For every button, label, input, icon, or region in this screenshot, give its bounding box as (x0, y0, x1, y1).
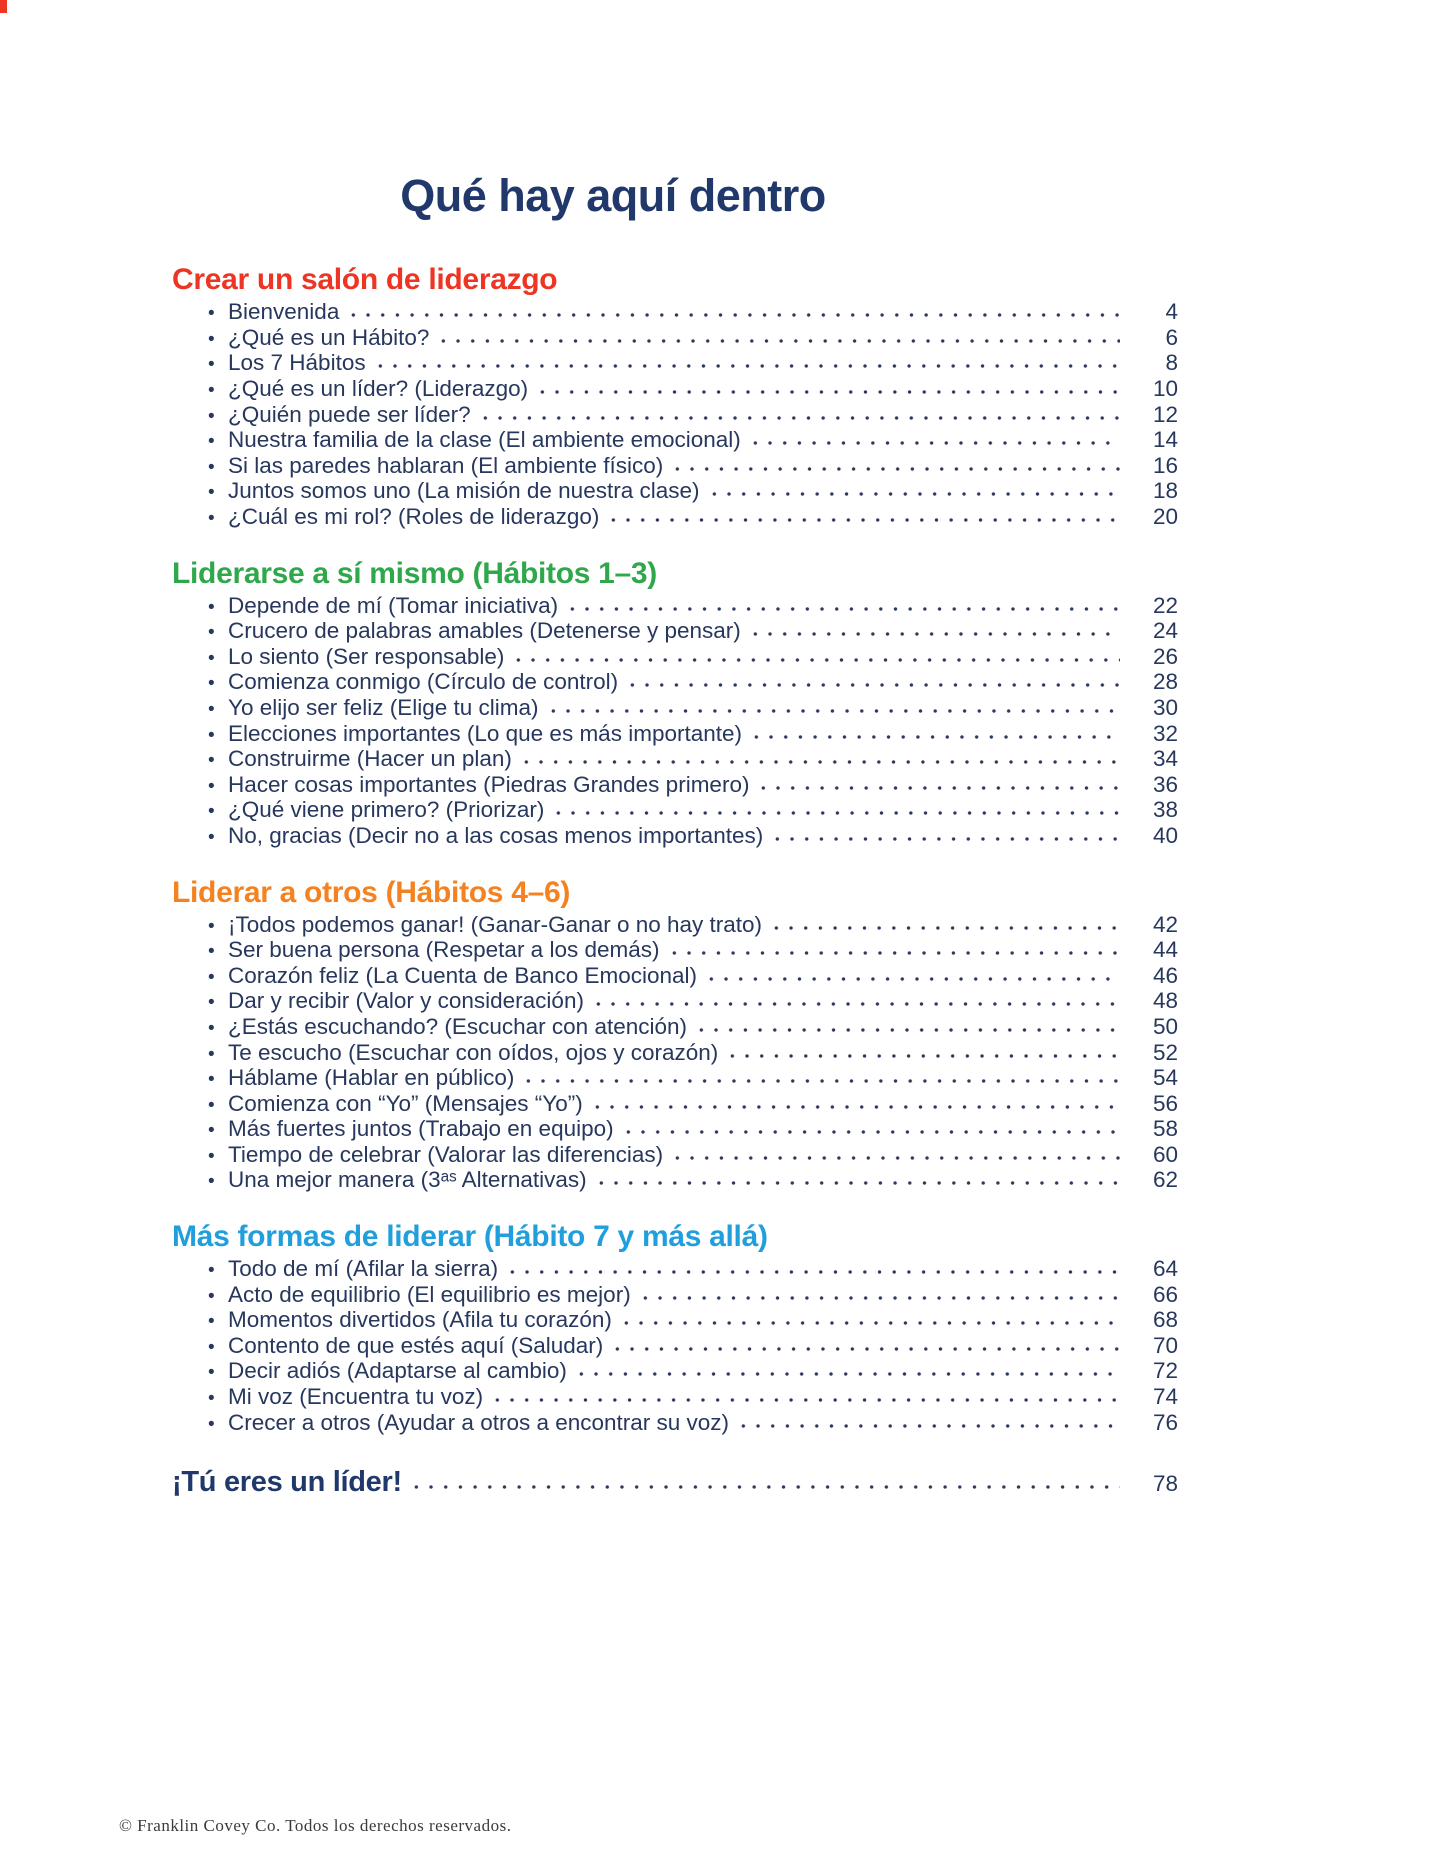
toc-entry-label: Todo de mí (Afilar la sierra) (228, 1256, 499, 1282)
dotted-leader (565, 596, 1120, 613)
toc-entry (208, 300, 1178, 326)
section-heading: Más formas de liderar (Hábito 7 y más allá) (172, 1220, 768, 1254)
toc-entry-page: 76 (1152, 1409, 1178, 1435)
toc-entry-label: Dar y recibir (Valor y consideración) (228, 988, 584, 1014)
dotted-leader (749, 724, 1120, 741)
toc-entry (208, 696, 1178, 722)
dotted-leader (519, 749, 1120, 766)
toc-entry-label: Bienvenida (228, 299, 340, 325)
toc-entry-page: 70 (1152, 1332, 1178, 1358)
bullet-icon: • (208, 622, 215, 644)
toc-entry (208, 594, 1178, 620)
toc-entry (208, 619, 1178, 645)
dotted-leader (610, 1336, 1120, 1353)
final-toc-entry (172, 1466, 1178, 1500)
bullet-icon: • (208, 1094, 215, 1116)
dotted-leader (373, 353, 1120, 370)
section-heading: Liderarse a sí mismo (Hábitos 1–3) (172, 556, 657, 590)
toc-entry (208, 645, 1178, 671)
toc-entry-label: Elecciones importantes (Lo que es más importante) (228, 720, 742, 746)
toc-entry-page: 28 (1152, 669, 1178, 695)
bullet-icon: • (208, 750, 215, 772)
dotted-leader (770, 826, 1120, 843)
bullet-icon: • (208, 1145, 215, 1167)
toc-entry-page: 18 (1152, 478, 1178, 504)
toc-entry (208, 1308, 1178, 1334)
toc-entry-page: 24 (1152, 618, 1178, 644)
toc-entry-page: 54 (1152, 1065, 1178, 1091)
toc-entry-page: 56 (1152, 1090, 1178, 1116)
bullet-icon: • (208, 1260, 215, 1282)
toc-entry-page: 52 (1152, 1039, 1178, 1065)
toc-entry (208, 377, 1178, 403)
section-entries (172, 594, 1178, 850)
dotted-leader (591, 991, 1120, 1008)
toc-entry-page: 30 (1152, 694, 1178, 720)
page-title: Qué hay aquí dentro (400, 170, 826, 221)
toc-entry-label: Una mejor manera (3ᵃˢ Alternativas) (228, 1167, 587, 1193)
toc-entry (208, 1143, 1178, 1169)
toc-entry-page: 34 (1152, 746, 1178, 772)
final-entry-label: ¡Tú eres un líder! (172, 1466, 402, 1499)
toc-entry (208, 989, 1178, 1015)
dotted-leader (667, 940, 1121, 957)
toc-entry-label: No, gracias (Decir no a las cosas menos importantes) (228, 822, 764, 848)
bullet-icon: • (208, 431, 215, 453)
toc-entry-page: 42 (1152, 911, 1178, 937)
bullet-icon: • (208, 915, 215, 937)
dotted-leader (511, 647, 1120, 664)
toc-entry (208, 1117, 1178, 1143)
bullet-icon: • (208, 1171, 215, 1193)
bullet-icon: • (208, 1120, 215, 1142)
toc-entry-label: Si las paredes hablaran (El ambiente físico) (228, 452, 664, 478)
bullet-icon: • (208, 1362, 215, 1384)
dotted-leader (546, 698, 1120, 715)
toc-entry-page: 72 (1152, 1358, 1178, 1384)
toc-entry-page: 58 (1152, 1116, 1178, 1142)
toc-entry-label: Corazón feliz (La Cuenta de Banco Emocional) (228, 962, 698, 988)
toc-entry-label: Yo elijo ser feliz (Elige tu clima) (228, 694, 539, 720)
dotted-leader (478, 405, 1120, 422)
toc-entry-page: 16 (1152, 452, 1178, 478)
toc-entry-label: Acto de equilibrio (El equilibrio es mejor) (228, 1281, 631, 1307)
section-heading: Liderar a otros (Hábitos 4–6) (172, 875, 571, 909)
toc-entry-page: 14 (1152, 427, 1178, 453)
toc-entry-page: 32 (1152, 720, 1178, 746)
dotted-leader (707, 481, 1121, 498)
toc-entry-label: Juntos somos uno (La misión de nuestra clase) (228, 478, 700, 504)
toc-entry-label: ¿Qué es un líder? (Liderazgo) (228, 376, 529, 402)
bullet-icon: • (208, 1311, 215, 1333)
toc-entry-page: 74 (1152, 1384, 1178, 1410)
toc-entry-page: 6 (1165, 324, 1178, 350)
toc-entry-label: Ser buena persona (Respetar a los demás) (228, 937, 660, 963)
toc-entry-label: Más fuertes juntos (Trabajo en equipo) (228, 1116, 614, 1142)
bullet-icon: • (208, 992, 215, 1014)
title-wrap (110, 172, 1116, 219)
toc-section (172, 557, 1178, 850)
bullet-icon: • (208, 673, 215, 695)
bullet-icon: • (208, 1017, 215, 1039)
dotted-leader (638, 1285, 1120, 1302)
toc-entry (208, 1092, 1178, 1118)
dotted-leader (574, 1361, 1120, 1378)
toc-entry (208, 1359, 1178, 1385)
toc-entry (208, 1041, 1178, 1067)
toc-entry-page: 50 (1152, 1013, 1178, 1039)
dotted-leader (621, 1119, 1120, 1136)
bullet-icon: • (208, 405, 215, 427)
bullet-icon: • (208, 941, 215, 963)
dotted-leader (736, 1413, 1120, 1430)
bullet-icon: • (208, 724, 215, 746)
toc-entry-page: 38 (1152, 797, 1178, 823)
toc-entry-page: 4 (1165, 299, 1178, 325)
toc-entry (208, 1066, 1178, 1092)
dotted-leader (725, 1043, 1120, 1060)
toc-entry (208, 479, 1178, 505)
section-entries (172, 913, 1178, 1195)
dotted-leader (769, 915, 1120, 932)
toc-entry-page: 68 (1152, 1307, 1178, 1333)
dotted-leader (551, 800, 1120, 817)
toc-entry (208, 454, 1178, 480)
bullet-icon: • (208, 775, 215, 797)
copyright-footer: © Franklin Covey Co. Todos los derechos reservados. (119, 1816, 512, 1835)
toc-entry-page: 64 (1152, 1256, 1178, 1282)
toc-entry (208, 1411, 1178, 1437)
dotted-leader (619, 1310, 1120, 1327)
toc-entry-page: 44 (1152, 937, 1178, 963)
toc-entry-label: ¿Quién puede ser líder? (228, 401, 471, 427)
toc-entry-label: Háblame (Hablar en público) (228, 1065, 515, 1091)
bullet-icon: • (208, 1285, 215, 1307)
toc-entry (208, 351, 1178, 377)
toc-entry-page: 10 (1152, 376, 1178, 402)
toc-entry-page: 8 (1165, 350, 1178, 376)
toc-entry (208, 1283, 1178, 1309)
toc-entry-page: 66 (1152, 1281, 1178, 1307)
bullet-icon: • (208, 482, 215, 504)
dotted-leader (694, 1017, 1120, 1034)
toc-entry-page: 40 (1152, 822, 1178, 848)
toc-entry-label: Nuestra familia de la clase (El ambiente emocional) (228, 427, 741, 453)
bullet-icon: • (208, 303, 215, 325)
section-entries (172, 1257, 1178, 1436)
toc-entry-label: ¡Todos podemos ganar! (Ganar-Ganar o no hay trato) (228, 911, 763, 937)
toc-section (172, 263, 1178, 530)
dotted-leader (594, 1170, 1120, 1187)
toc-entry-label: Contento de que estés aquí (Saludar) (228, 1332, 604, 1358)
bullet-icon: • (208, 647, 215, 669)
toc-entry (208, 505, 1178, 531)
dotted-leader (756, 775, 1120, 792)
dotted-leader (748, 621, 1120, 638)
bullet-icon: • (208, 1069, 215, 1091)
toc-entry-label: Comienza conmigo (Círculo de control) (228, 669, 619, 695)
bullet-icon: • (208, 698, 215, 720)
toc-entry-page: 26 (1152, 643, 1178, 669)
toc-entry (208, 1257, 1178, 1283)
toc-entry-label: Comienza con “Yo” (Mensajes “Yo”) (228, 1090, 583, 1116)
toc-entry (208, 670, 1178, 696)
bullet-icon: • (208, 354, 215, 376)
bullet-icon: • (208, 380, 215, 402)
toc-entry-label: Lo siento (Ser responsable) (228, 643, 505, 669)
toc-entry-label: Momentos divertidos (Afila tu corazón) (228, 1307, 612, 1333)
toc-page (172, 0, 1178, 1500)
bullet-icon: • (208, 1043, 215, 1065)
dotted-leader (670, 1145, 1120, 1162)
toc-entry-page: 46 (1152, 962, 1178, 988)
toc-entry-label: ¿Qué viene primero? (Priorizar) (228, 797, 545, 823)
dotted-leader (748, 430, 1120, 447)
dotted-leader (625, 672, 1120, 689)
bleed-mark (0, 0, 7, 13)
dotted-leader (535, 379, 1120, 396)
toc-entry (208, 747, 1178, 773)
toc-entry-label: Mi voz (Encuentra tu voz) (228, 1384, 484, 1410)
bullet-icon: • (208, 801, 215, 823)
dotted-leader (436, 328, 1120, 345)
toc-entry-page: 12 (1152, 401, 1178, 427)
toc-entry-page: 20 (1152, 504, 1178, 529)
dotted-leader (590, 1094, 1120, 1111)
bullet-icon: • (208, 596, 215, 618)
toc-entry (208, 326, 1178, 352)
section-heading: Crear un salón de liderazgo (172, 263, 558, 297)
toc-entry-label: ¿Qué es un Hábito? (228, 324, 430, 350)
bullet-icon: • (208, 456, 215, 478)
toc-entry-label: ¿Cuál es mi rol? (Roles de liderazgo) (228, 504, 600, 529)
bullet-icon: • (208, 826, 215, 848)
dotted-leader (409, 1474, 1120, 1491)
toc-entry (208, 798, 1178, 824)
toc-entry (208, 964, 1178, 990)
toc-entry-page: 62 (1152, 1167, 1178, 1193)
toc-entry (208, 403, 1178, 429)
dotted-leader (704, 966, 1120, 983)
toc-section (172, 876, 1178, 1195)
dotted-leader (505, 1259, 1120, 1276)
bullet-icon: • (208, 966, 215, 988)
toc-entry (208, 913, 1178, 939)
toc-sections (172, 263, 1178, 1436)
bullet-icon: • (208, 1388, 215, 1410)
toc-entry-label: Decir adiós (Adaptarse al cambio) (228, 1358, 567, 1384)
toc-entry (208, 1015, 1178, 1041)
toc-entry-label: Construirme (Hacer un plan) (228, 746, 512, 772)
toc-entry-page: 22 (1152, 592, 1178, 618)
toc-entry (208, 1168, 1178, 1194)
bullet-icon: • (208, 328, 215, 350)
toc-entry (208, 722, 1178, 748)
toc-entry-label: Los 7 Hábitos (228, 350, 366, 376)
toc-entry-page: 36 (1152, 771, 1178, 797)
dotted-leader (490, 1387, 1120, 1404)
final-entry-page: 78 (1152, 1471, 1178, 1497)
toc-section (172, 1220, 1178, 1436)
toc-entry (208, 1334, 1178, 1360)
dotted-leader (346, 302, 1120, 319)
toc-entry (208, 773, 1178, 799)
toc-entry (208, 428, 1178, 454)
toc-entry-label: Hacer cosas importantes (Piedras Grandes primero) (228, 771, 750, 797)
dotted-leader (606, 507, 1120, 524)
dotted-leader (521, 1068, 1120, 1085)
bullet-icon: • (208, 1336, 215, 1358)
toc-entry-label: ¿Estás escuchando? (Escuchar con atención) (228, 1013, 687, 1039)
toc-entry-page: 48 (1152, 988, 1178, 1014)
toc-entry (208, 824, 1178, 850)
toc-entry-label: Te escucho (Escuchar con oídos, ojos y corazón) (228, 1039, 719, 1065)
toc-entry-label: Tiempo de celebrar (Valorar las diferencias) (228, 1141, 664, 1167)
toc-entry-label: Depende de mí (Tomar iniciativa) (228, 592, 559, 618)
toc-entry-label: Crecer a otros (Ayudar a otros a encontrar su voz) (228, 1409, 730, 1435)
bullet-icon: • (208, 508, 215, 529)
toc-entry-page: 60 (1152, 1141, 1178, 1167)
toc-entry-label: Crucero de palabras amables (Detenerse y pensar) (228, 618, 741, 644)
dotted-leader (670, 456, 1120, 473)
toc-entry (208, 938, 1178, 964)
toc-entry (208, 1385, 1178, 1411)
section-entries (172, 300, 1178, 530)
bullet-icon: • (208, 1413, 215, 1435)
